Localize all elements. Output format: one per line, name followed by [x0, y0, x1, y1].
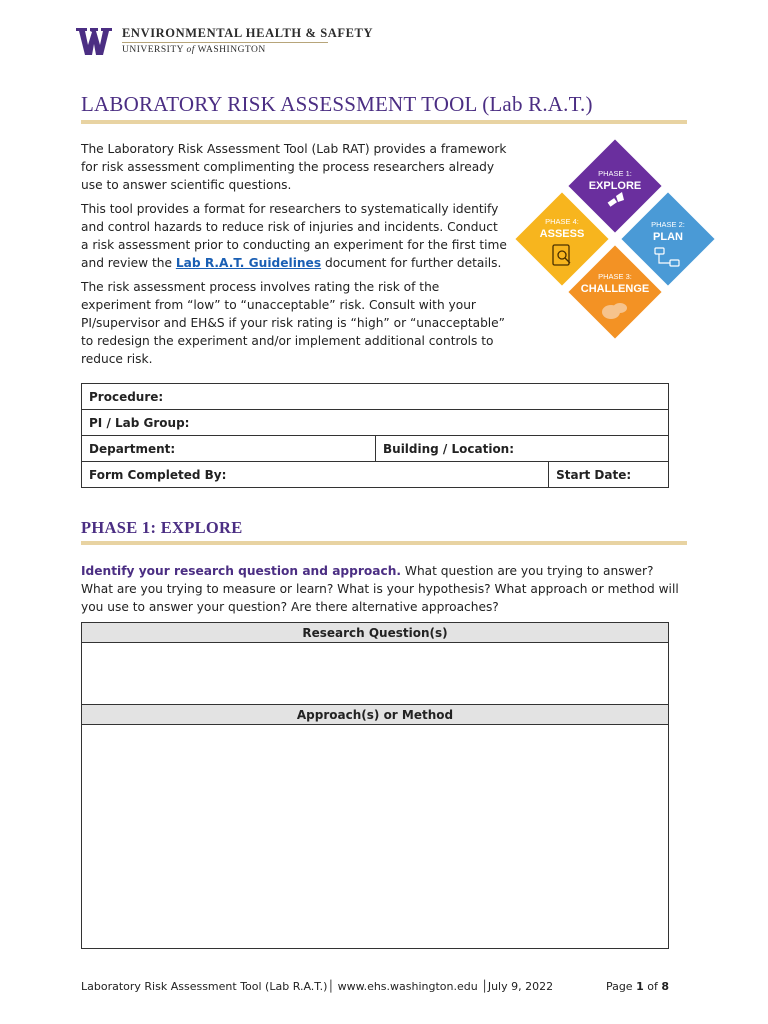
- logo-divider: [122, 42, 328, 43]
- research-question-input[interactable]: [82, 643, 669, 705]
- department-field[interactable]: Department:: [82, 436, 376, 462]
- phase1-heading: PHASE 1: EXPLORE: [81, 518, 243, 537]
- phase2-name: PLAN: [653, 231, 683, 243]
- phase-cycle-diagram: [510, 136, 720, 350]
- phase3-name: CHALLENGE: [580, 283, 650, 295]
- phase3-label: PHASE 3:: [598, 272, 632, 281]
- procedure-field[interactable]: Procedure:: [82, 384, 669, 410]
- intro-paragraph-3: The risk assessment process involves rating the risk of the experiment from “low” to “unacceptable” risk. Consult with your PI/supervisor and EH&S if your risk rating is “high” or “unacceptable” to redesign the experiment and/or implement additional controls to reduce risk.: [81, 280, 505, 366]
- form-completed-by-field[interactable]: Form Completed By:: [82, 462, 549, 488]
- university-name: UNIVERSITY of WASHINGTON: [122, 45, 266, 55]
- phase4-label: PHASE 4:: [545, 217, 579, 226]
- procedure-info-table: [81, 383, 669, 488]
- phase4-name: ASSESS: [539, 228, 585, 240]
- title-divider: [81, 120, 687, 124]
- phase1-divider: [81, 541, 687, 545]
- org-name: ENVIRONMENTAL HEALTH & SAFETY: [122, 26, 374, 40]
- pi-lab-group-field[interactable]: PI / Lab Group:: [82, 410, 669, 436]
- page-number: Page 1 of 8: [605, 980, 669, 993]
- phase2-label: PHASE 2:: [651, 220, 685, 229]
- phase1-name: EXPLORE: [588, 180, 642, 192]
- document-title: LABORATORY RISK ASSESSMENT TOOL (Lab R.A.T.): [81, 92, 593, 116]
- phase1-description: Identify your research question and approach. What question are you trying to answer? What are you trying to measure or learn? What is your hypothesis? What approach or method will you use to answer your question? Are there alternative approaches?: [81, 564, 679, 614]
- uw-ehs-logo: [76, 24, 374, 64]
- phase1-lead: Identify your research question and approach.: [81, 564, 402, 578]
- phase1-table: [81, 622, 669, 949]
- approach-method-input[interactable]: [82, 725, 669, 949]
- intro-paragraph-2: This tool provides a format for researchers to systematically identify and control hazards to reduce risk of injuries and incidents. Conduct a risk assessment prior to conducting an experiment for the first time and review the Lab R.A.T. Guidelines document for further details.: [81, 202, 507, 270]
- guidelines-link[interactable]: Lab R.A.T. Guidelines: [175, 256, 322, 270]
- intro-section: [81, 140, 507, 374]
- phase1-label: PHASE 1:: [598, 169, 632, 178]
- research-question-header: Research Question(s): [82, 623, 669, 643]
- building-location-field[interactable]: Building / Location:: [376, 436, 669, 462]
- intro-paragraph-1: The Laboratory Risk Assessment Tool (Lab RAT) provides a framework for risk assessment complimenting the process researchers already use to answer scientific questions.: [81, 142, 507, 192]
- start-date-field[interactable]: Start Date:: [549, 462, 669, 488]
- uw-w-logo-icon: [76, 26, 112, 56]
- approach-method-header: Approach(s) or Method: [82, 705, 669, 725]
- footer-info: Laboratory Risk Assessment Tool (Lab R.A.T.)│ www.ehs.washington.edu │July 9, 2022: [81, 980, 554, 993]
